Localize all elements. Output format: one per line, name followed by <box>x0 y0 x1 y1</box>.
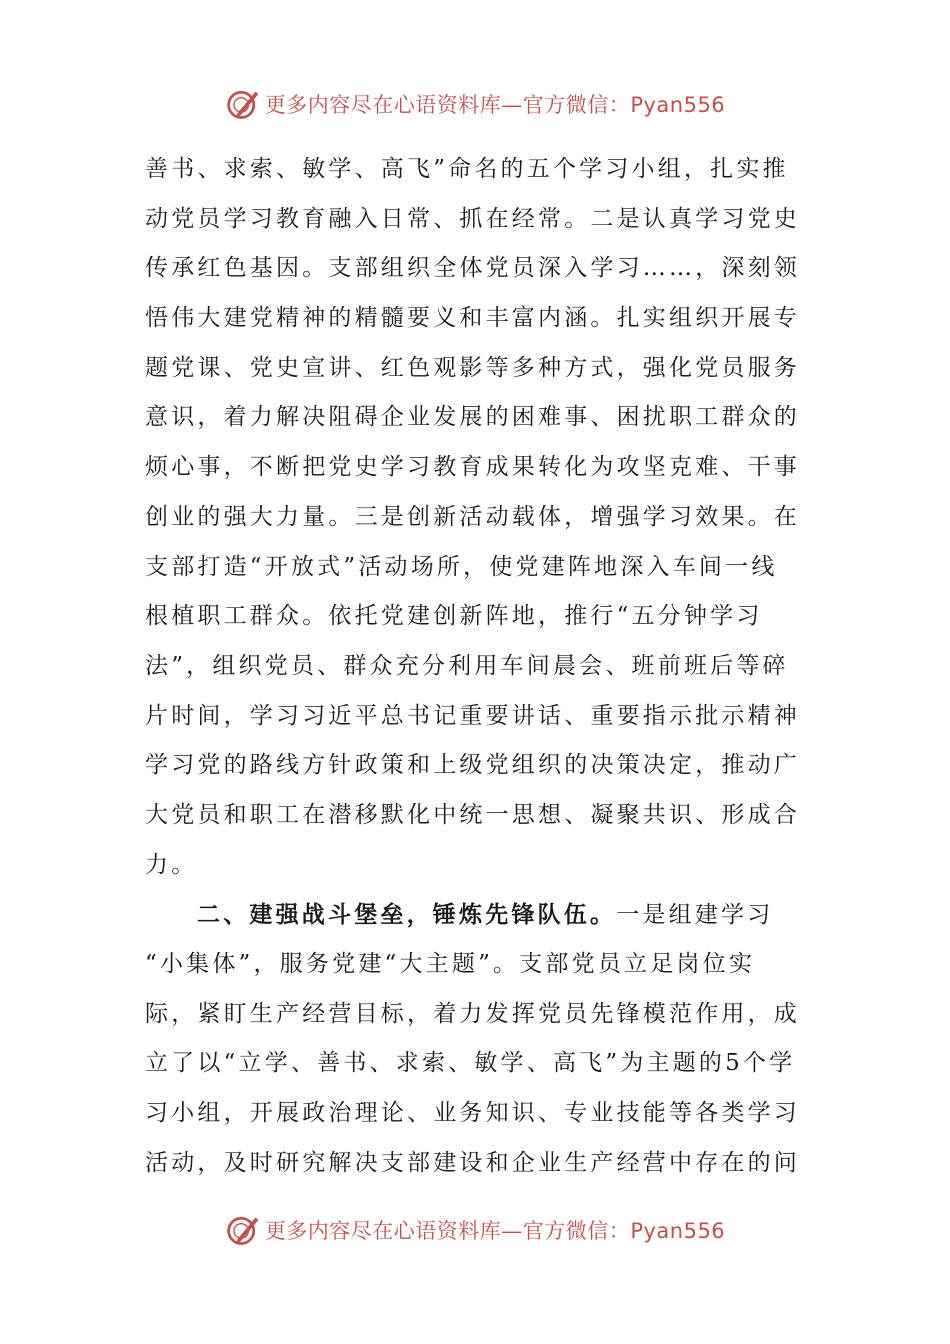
text-line <box>145 890 807 940</box>
line-text: 题党课、党史宣讲、红色观影等多种方式，强化党员服务 <box>145 354 800 381</box>
line-text: 活动，及时研究解决支部建设和企业生产经营中存在的问 <box>145 1149 800 1176</box>
text-line <box>145 990 807 1040</box>
pen-logo-icon <box>225 86 261 122</box>
watermark-text: 更多内容尽在心语资料库—官方微信：Pyan556 <box>264 93 726 117</box>
text-line <box>145 841 807 891</box>
line-text: 学习党的路线方针政策和上级党组织的决策决定，推动广 <box>145 752 800 779</box>
watermark-footer <box>0 1210 950 1250</box>
text-line <box>145 1089 807 1139</box>
text-line <box>145 393 807 443</box>
line-text: 际，紧盯生产经营目标，着力发挥党员先锋模范作用，成 <box>145 1000 800 1027</box>
line-text: 传承红色基因。支部组织全体党员深入学习……，深刻领 <box>145 255 800 282</box>
text-line <box>145 592 807 642</box>
text-line <box>145 791 807 841</box>
line-text: 力。 <box>145 851 198 878</box>
text-line <box>145 493 807 543</box>
text-line <box>145 1039 807 1089</box>
text-line <box>145 940 807 990</box>
line-text: 意识，着力解决阻碍企业发展的困难事、困扰职工群众的 <box>145 404 800 431</box>
text-line <box>145 741 807 791</box>
line-text: 大党员和职工在潜移默化中统一思想、凝聚共识、形成合 <box>145 801 800 828</box>
line-text: 根植职工群众。依托党建创新阵地，推行“五分钟学习 <box>145 603 763 630</box>
line-text: 烦心事，不断把党史学习教育成果转化为攻坚克难、干事 <box>145 454 800 481</box>
section-heading: 二、建强战斗堡垒，锤炼先锋队伍。 <box>197 901 617 929</box>
line-text: 片时间，学习习近平总书记重要讲话、重要指示批示精神 <box>145 702 800 729</box>
line-text: 习小组，开展政治理论、业务知识、专业技能等各类学习 <box>145 1100 800 1127</box>
text-line <box>145 195 807 245</box>
text-line <box>145 294 807 344</box>
text-line <box>145 244 807 294</box>
line-text: 悟伟大建党精神的精髓要义和丰富内涵。扎实组织开展专 <box>145 305 800 332</box>
document-body <box>145 145 807 1188</box>
line-text: “小集体”，服务党建“大主题”。支部党员立足岗位实 <box>145 951 756 977</box>
line-text: 一是组建学习 <box>616 902 774 929</box>
text-line <box>145 692 807 742</box>
watermark-text: 更多内容尽在心语资料库—官方微信：Pyan556 <box>264 1219 726 1243</box>
line-text: 动党员学习教育融入日常、抓在经常。二是认真学习党史 <box>145 205 800 232</box>
text-line <box>145 1139 807 1189</box>
line-text: 创业的强大力量。三是创新活动载体，增强学习效果。在 <box>145 503 800 530</box>
text-line <box>145 642 807 692</box>
text-line <box>145 344 807 394</box>
line-text: 立了以“立学、善书、求索、敏学、高飞”为主题的5个学 <box>145 1050 796 1077</box>
watermark-header <box>0 84 950 124</box>
text-line <box>145 443 807 493</box>
pen-logo-icon <box>225 1212 261 1248</box>
text-line <box>145 543 807 593</box>
line-text: 支部打造“开放式”活动场所，使党建阵地深入车间一线 <box>145 553 778 580</box>
text-line <box>145 145 807 195</box>
line-text: 善书、求索、敏学、高飞”命名的五个学习小组，扎实推 <box>145 156 789 182</box>
line-text: 法”，组织党员、群众充分利用车间晨会、班前班后等碎 <box>145 652 789 679</box>
